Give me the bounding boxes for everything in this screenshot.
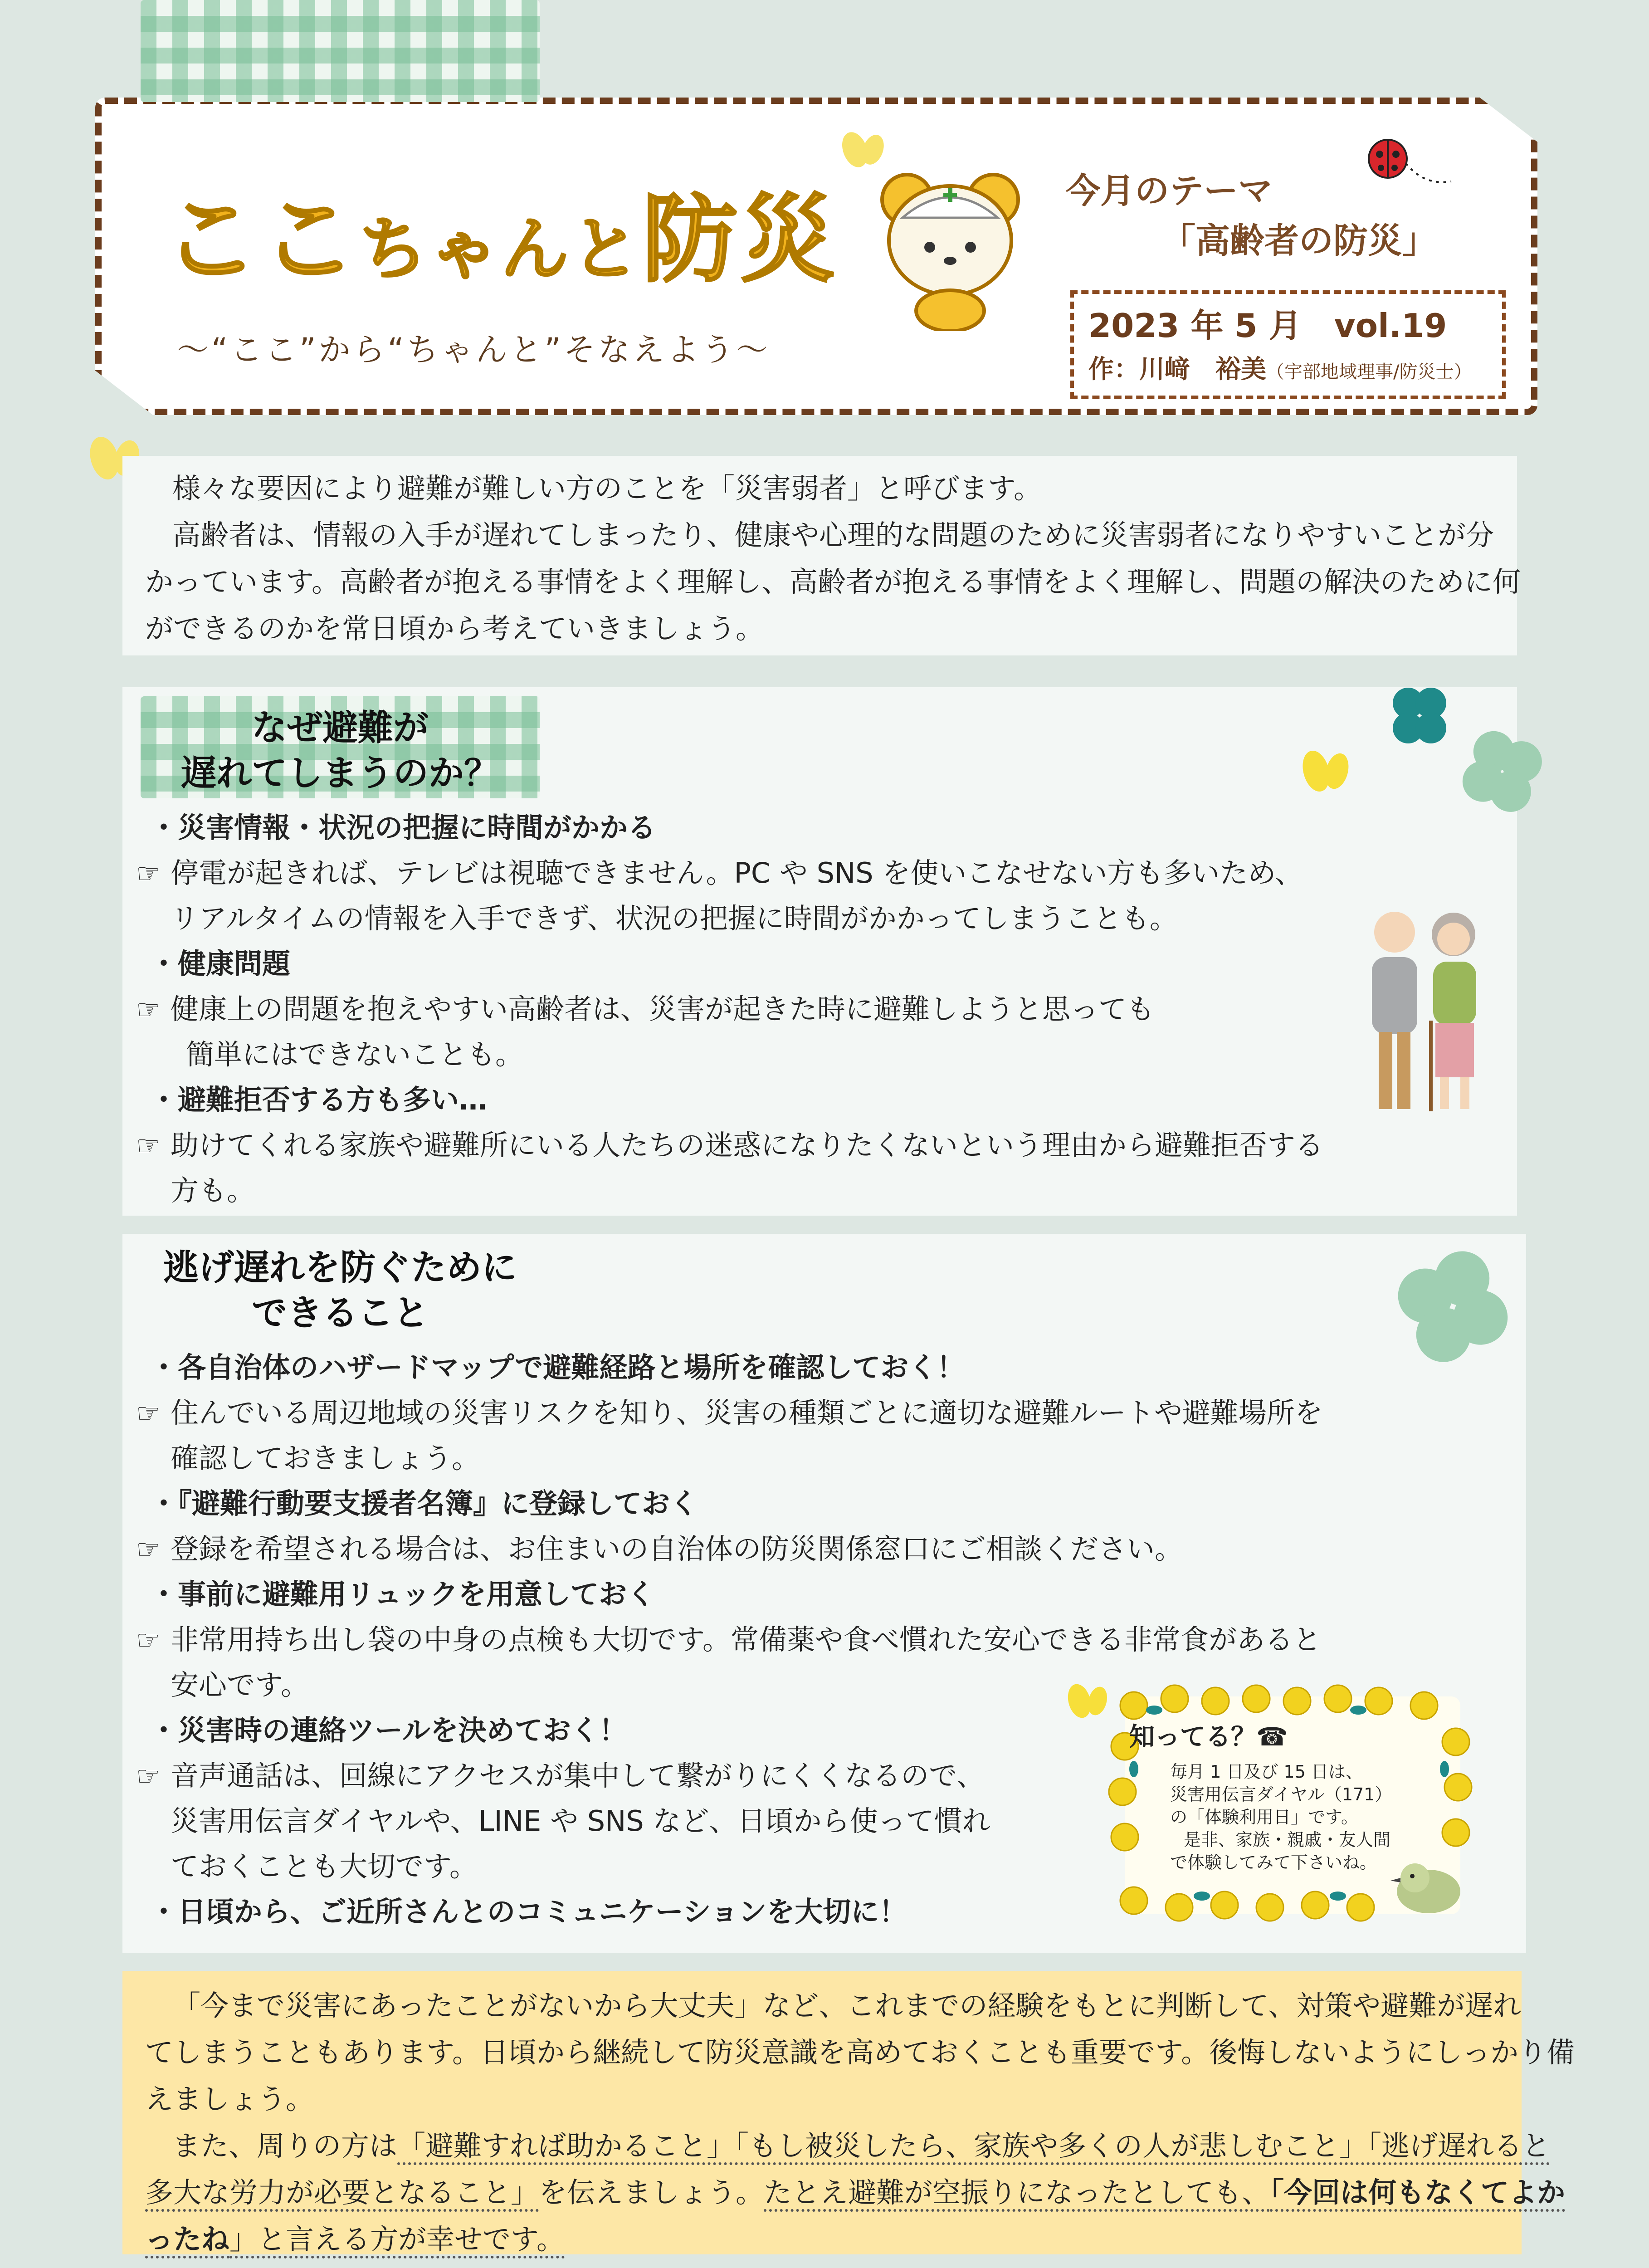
notice-line: で体験してみて下さいね。	[1170, 1853, 1377, 1872]
heading-line: 遅れてしまうのか？	[181, 753, 499, 794]
section-heading	[141, 705, 540, 796]
pointing-hand-icon: ☞	[136, 1534, 161, 1565]
item-text-line: 住んでいる周辺地域の災害リスクを知り、災害の種類ごとに適切な避難ルートや避難場所を	[171, 1396, 1323, 1429]
item-text-line: 健康上の問題を抱えやすい高齢者は、災害が起きた時に避難しようと思っても	[171, 992, 1155, 1026]
item-text-line: 音声通話は、回線にアクセスが集中して繋がりにくくなるので、	[171, 1759, 985, 1792]
notice-line: の「体験利用日」です。	[1170, 1807, 1358, 1827]
item-text	[136, 1390, 1323, 1431]
item-text-line: 方も。	[171, 1174, 255, 1207]
item-text-line: 災害用伝言ダイヤルや、LINE や SNS など、日頃から使って慣れ	[171, 1804, 990, 1838]
butterfly-icon	[1297, 744, 1356, 798]
conclusion-span: また、周りの方は	[172, 2129, 398, 2162]
item-text-line: 簡単にはできないことも。	[186, 1038, 524, 1071]
conclusion-underlined: 「避難すれば助かること」「もし被災したら、家族や多くの人が悲しむこと」「逃げ遅れると	[397, 2129, 1550, 2165]
item-title: ・各自治体のハザードマップで避難経路と場所を確認しておく！	[150, 1351, 965, 1384]
conclusion-text	[145, 1982, 1575, 2263]
author-name: 作：川﨑 裕美	[1088, 355, 1266, 384]
item-title: ・災害情報・状況の把握に時間がかかる	[150, 811, 656, 844]
clover-icon	[1451, 721, 1551, 826]
clover-icon	[1383, 680, 1456, 753]
item-title: ・事前に避難用リュックを用意しておく	[150, 1578, 655, 1611]
theme-value: 「高齢者の防災」	[1161, 220, 1437, 261]
item-text	[136, 1123, 1323, 1163]
item-title: ・日頃から、ご近所さんとのコミュニケーションを大切に！	[150, 1895, 907, 1928]
item-text-line: 登録を希望される場合は、お住まいの自治体の防災関係窓口にご相談ください。	[171, 1532, 1183, 1565]
intro-line: ができるのかを常日頃から考えていきましょう。	[145, 612, 764, 645]
heading-line: 逃げ遅れを防ぐために	[163, 1247, 517, 1288]
conclusion-underlined: 多大な労力が必要となること」	[145, 2176, 539, 2212]
pointing-hand-icon: ☞	[136, 994, 161, 1026]
item-text	[136, 987, 1155, 1027]
theme-label: 今月のテーマ	[1066, 171, 1273, 211]
item-text	[136, 1617, 1321, 1657]
conclusion-line: てしまうこともあります。日頃から継続して防災意識を高めておくことも重要です。後悔しないようにしっかり備	[145, 2036, 1575, 2069]
elderly-couple-illustration	[1351, 903, 1501, 1120]
conclusion-line: 「今まで災害にあったことがないから大丈夫」など、これまでの経験をもとに判断して、対策や避難が遅れ	[172, 1989, 1522, 2022]
author-line	[1088, 349, 1472, 386]
item-text	[136, 1753, 985, 1794]
item-text	[136, 1526, 1183, 1567]
pointing-hand-icon: ☞	[136, 1398, 161, 1429]
title-part-1: ここ	[163, 184, 360, 295]
conclusion-line	[145, 2122, 1575, 2169]
title-part-2: ちゃんと	[359, 210, 643, 289]
conclusion-span: を伝えましょう。	[539, 2176, 764, 2209]
notice-line: 毎月 1 日及び 15 日は、	[1170, 1762, 1363, 1782]
item-text-line: 確認しておきましょう。	[171, 1442, 480, 1475]
item-text-line: ておくことも大切です。	[171, 1850, 478, 1883]
issue-number: 2023 年 5 月 vol.19	[1088, 307, 1447, 345]
item-text-line: リアルタイムの情報を入手できず、状況の把握に時間がかかってしまうことも。	[171, 902, 1178, 935]
section-heading	[141, 1245, 540, 1336]
intro-text	[145, 465, 1521, 652]
notice-line: 災害用伝言ダイヤル（171）	[1170, 1784, 1392, 1804]
intro-line: 高齢者は、情報の入手が遅れてしまったり、健康や心理的な問題のために災害弱者になりやすいことが分	[172, 518, 1494, 552]
item-text-line: 停電が起きれば、テレビは視聴できません。PC や SNS を使いこなせない方も多いため、	[171, 856, 1303, 890]
conclusion-underlined: 」と言える方が幸せです。	[229, 2223, 565, 2258]
conclusion-underlined: たとえ避難が空振りになったとしても、	[764, 2176, 1270, 2212]
newsletter-title	[163, 163, 838, 300]
conclusion-emphasis: 「今回は何もなくてよか	[1270, 2176, 1565, 2212]
item-title: ・避難拒否する方も多い…	[150, 1083, 488, 1116]
item-text-line: 助けてくれる家族や避難所にいる人たちの迷惑になりたくないという理由から避難拒否する	[171, 1129, 1324, 1162]
notice-title: 知ってる？☎	[1129, 1722, 1288, 1752]
subtitle: ～“ここ”から“ちゃんと”そなえよう～	[177, 331, 771, 368]
heading-line: できること	[251, 1293, 429, 1334]
section-heading-bg	[141, 0, 540, 102]
item-title: ・健康問題	[150, 947, 291, 980]
conclusion-emphasis: ったね	[145, 2223, 229, 2258]
item-text	[136, 850, 1303, 891]
title-part-3: 防災	[642, 184, 839, 295]
author-role: （宇部地域理事/防災士）	[1266, 362, 1472, 382]
intro-line: 様々な要因により避難が難しい方のことを「災害弱者」と呼びます。	[172, 472, 1042, 505]
item-title: ・災害時の連絡ツールを決めておく！	[150, 1714, 627, 1747]
pointing-hand-icon: ☞	[136, 1624, 161, 1656]
item-text-line: 安心です。	[171, 1668, 309, 1701]
item-title: ・『避難行動要支援者名簿』に登録しておく	[150, 1487, 698, 1520]
ladybug-icon	[1361, 132, 1465, 200]
intro-line: かっています。高齢者が抱える事情をよく理解し、高齢者が抱える事情をよく理解し、問題の解決のために何	[145, 565, 1521, 598]
clover-icon	[1383, 1241, 1519, 1377]
conclusion-line	[145, 2216, 1575, 2263]
mascot-bear-icon	[875, 168, 1025, 331]
item-text-line: 非常用持ち出し袋の中身の点検も大切です。常備薬や食べ慣れた安心できる非常食があると	[171, 1623, 1322, 1656]
pointing-hand-icon: ☞	[136, 1130, 161, 1162]
heading-line: なぜ避難が	[251, 708, 429, 748]
conclusion-line	[145, 2169, 1575, 2216]
butterfly-icon	[1064, 1678, 1113, 1724]
notice-line: 是非、家族・親戚・友人間	[1184, 1830, 1391, 1850]
pointing-hand-icon: ☞	[136, 858, 161, 890]
conclusion-line: えましょう。	[145, 2082, 314, 2116]
pointing-hand-icon: ☞	[136, 1760, 161, 1792]
